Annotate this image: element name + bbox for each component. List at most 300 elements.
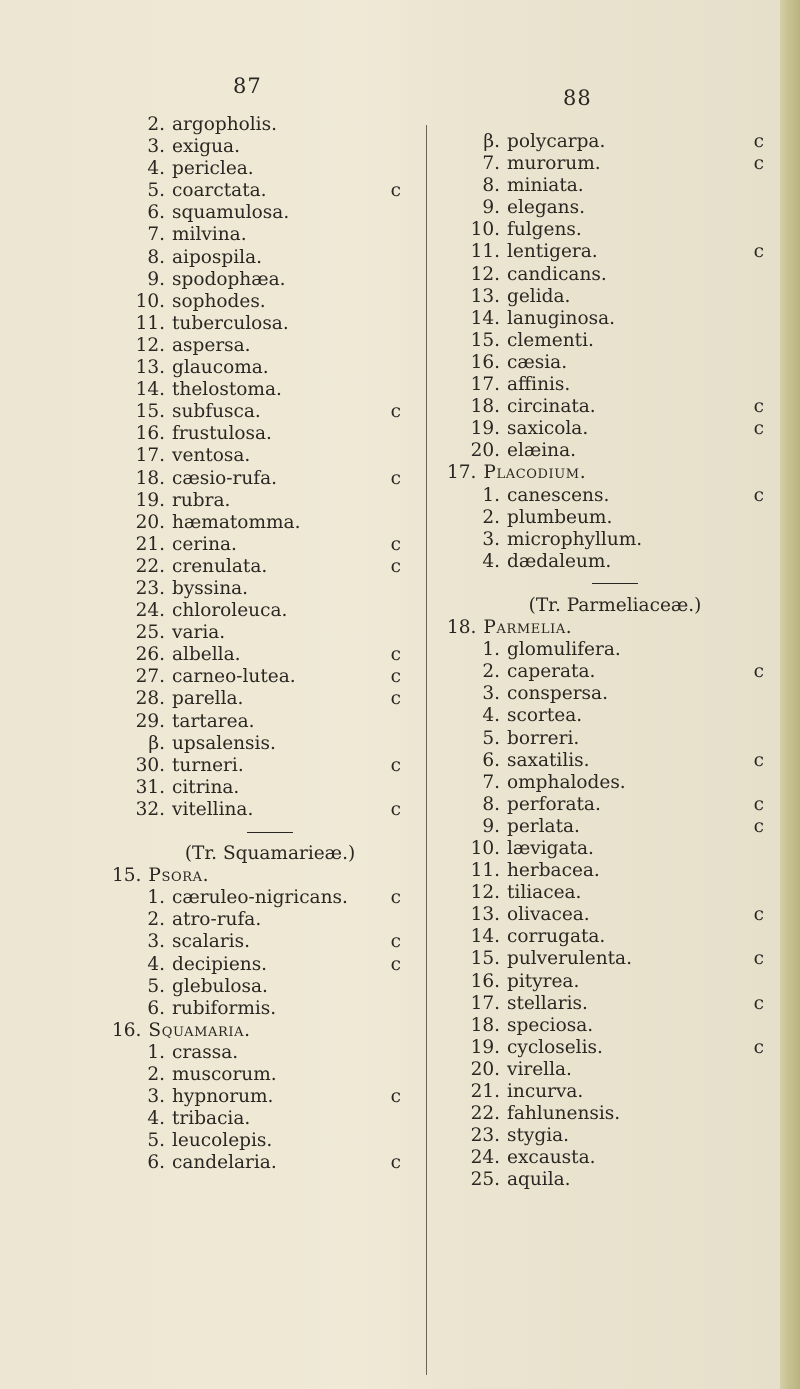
- common-mark: c: [390, 1152, 401, 1174]
- genus-heading: [447, 462, 770, 484]
- entry-number: 5.: [482, 727, 500, 749]
- species-name: circinata.: [507, 396, 596, 418]
- common-mark: c: [390, 688, 401, 710]
- species-entry: [125, 247, 415, 269]
- entry-number: 11.: [135, 312, 165, 334]
- species-entry: [460, 926, 770, 948]
- species-name: citrina.: [172, 776, 240, 798]
- genus-number: 15.: [112, 865, 142, 887]
- species-name: decipiens.: [172, 953, 268, 975]
- species-entry: [125, 909, 415, 931]
- entry-number: 12.: [470, 263, 500, 285]
- species-name: perforata.: [507, 793, 601, 815]
- entry-number: 3.: [147, 931, 165, 953]
- species-entry: [460, 440, 770, 462]
- species-name: spodophæa.: [172, 268, 286, 290]
- entry-number: 19.: [135, 489, 165, 511]
- species-entry: [460, 838, 770, 860]
- entry-number: 5.: [147, 180, 165, 202]
- species-name: periclea.: [172, 158, 254, 180]
- species-name: tartarea.: [172, 710, 255, 732]
- species-entry: [125, 512, 415, 534]
- common-mark: c: [753, 904, 764, 926]
- entry-number: 29.: [135, 710, 165, 732]
- common-mark: c: [753, 241, 764, 263]
- species-entry: [125, 1086, 415, 1108]
- species-name: lentigera.: [507, 241, 598, 263]
- species-entry: [125, 644, 415, 666]
- entry-number: 4.: [147, 1108, 165, 1130]
- genus-heading: [447, 617, 770, 639]
- entry-number: 18.: [470, 396, 500, 418]
- species-name: frustulosa.: [172, 423, 272, 445]
- entry-number: 2.: [147, 114, 165, 135]
- tribe-heading: [460, 595, 770, 617]
- species-entry: [460, 882, 770, 904]
- entry-number: 4.: [147, 158, 165, 180]
- common-mark: c: [390, 467, 401, 489]
- species-name: muscorum.: [172, 1064, 277, 1086]
- species-name: affinis.: [507, 374, 571, 396]
- species-entry: [125, 468, 415, 490]
- species-name: elegans.: [507, 197, 585, 219]
- species-entry: [460, 219, 770, 241]
- entry-number: 20.: [135, 511, 165, 533]
- species-entry: [125, 578, 415, 600]
- entry-number: 25.: [470, 1169, 500, 1191]
- common-mark: c: [753, 153, 764, 175]
- species-name: carneo-lutea.: [172, 666, 296, 688]
- species-entry: [125, 357, 415, 379]
- species-name: gelida.: [507, 285, 571, 307]
- species-entry: [125, 291, 415, 313]
- species-entry: [460, 330, 770, 352]
- species-entry: [460, 241, 770, 263]
- common-mark: c: [753, 992, 764, 1014]
- common-mark: c: [390, 401, 401, 423]
- species-entry: [125, 401, 415, 423]
- species-name: byssina.: [172, 577, 249, 599]
- species-name: stygia.: [507, 1125, 570, 1147]
- species-entry: [125, 954, 415, 976]
- species-name: caperata.: [507, 661, 596, 683]
- genus-name: Placodium.: [483, 462, 587, 484]
- species-name: varia.: [172, 622, 226, 644]
- species-entry: [460, 794, 770, 816]
- genus-heading: [112, 865, 415, 887]
- species-name: clementi.: [507, 329, 594, 351]
- common-mark: c: [390, 644, 401, 666]
- species-entry: [125, 688, 415, 710]
- entry-number: 9.: [147, 268, 165, 290]
- entry-number: 9.: [482, 197, 500, 219]
- entry-number: 1.: [147, 1041, 165, 1063]
- genus-name: Squamaria.: [148, 1019, 251, 1041]
- species-entry: [460, 948, 770, 970]
- entry-number: 13.: [470, 904, 500, 926]
- entry-number: 1.: [482, 639, 500, 661]
- horizontal-rule: [592, 583, 638, 584]
- common-mark: c: [753, 418, 764, 440]
- species-name: aquila.: [507, 1169, 571, 1191]
- right-column-list: [447, 131, 770, 1192]
- species-name: speciosa.: [507, 1014, 594, 1036]
- entry-number: 6.: [147, 202, 165, 224]
- species-name: leucolepis.: [172, 1130, 273, 1152]
- species-name: perlata.: [507, 815, 580, 837]
- species-name: milvina.: [172, 224, 247, 246]
- species-name: tuberculosa.: [172, 312, 289, 334]
- species-name: cæsio-rufa.: [172, 467, 278, 489]
- species-entry: [460, 993, 770, 1015]
- species-name: corrugata.: [507, 926, 606, 948]
- species-name: scortea.: [507, 705, 583, 727]
- entry-number: 11.: [470, 241, 500, 263]
- species-entry: [125, 114, 415, 136]
- entry-number: 30.: [135, 754, 165, 776]
- species-entry: [125, 335, 415, 357]
- species-entry: [460, 153, 770, 175]
- species-entry: [460, 705, 770, 727]
- horizontal-rule: [247, 832, 293, 833]
- entry-number: 14.: [470, 307, 500, 329]
- species-name: glomulifera.: [507, 639, 621, 661]
- species-entry: [460, 971, 770, 993]
- page-edge: [780, 0, 800, 1389]
- entry-number: 18.: [135, 467, 165, 489]
- species-entry: [460, 264, 770, 286]
- species-entry: [125, 534, 415, 556]
- common-mark: c: [390, 953, 401, 975]
- species-entry: [460, 1147, 770, 1169]
- species-name: rubra.: [172, 489, 231, 511]
- entry-number: 16.: [135, 423, 165, 445]
- entry-number: 18.: [470, 1014, 500, 1036]
- species-entry: [460, 860, 770, 882]
- species-name: stellaris.: [507, 992, 588, 1014]
- entry-number: 6.: [147, 997, 165, 1019]
- entry-number: 15.: [470, 948, 500, 970]
- species-entry: [460, 131, 770, 153]
- page-number-left: 87: [233, 74, 262, 98]
- species-entry: [125, 158, 415, 180]
- species-name: lævigata.: [507, 838, 594, 859]
- entry-number: 19.: [470, 418, 500, 440]
- species-entry: [125, 1152, 415, 1174]
- entry-number: 12.: [470, 882, 500, 904]
- entry-number: 12.: [135, 334, 165, 356]
- species-name: pulverulenta.: [507, 948, 632, 970]
- species-name: excausta.: [507, 1147, 596, 1169]
- entry-number: 3.: [482, 683, 500, 705]
- species-entry: [460, 728, 770, 750]
- species-name: murorum.: [507, 153, 601, 175]
- species-entry: [460, 352, 770, 374]
- species-entry: [125, 777, 415, 799]
- entry-number: 8.: [147, 246, 165, 268]
- entry-number: 3.: [147, 136, 165, 158]
- species-name: turneri.: [172, 754, 244, 776]
- species-entry: [460, 308, 770, 330]
- species-name: hypnorum.: [172, 1086, 274, 1108]
- common-mark: c: [753, 1036, 764, 1058]
- entry-number: 4.: [482, 705, 500, 727]
- species-entry: [125, 600, 415, 622]
- species-entry: [460, 507, 770, 529]
- species-name: fulgens.: [507, 219, 582, 241]
- entry-number: 16.: [470, 970, 500, 992]
- section-rule: [460, 573, 770, 595]
- species-name: borreri.: [507, 727, 580, 749]
- species-name: cycloselis.: [507, 1036, 603, 1058]
- common-mark: c: [390, 931, 401, 953]
- species-entry: [460, 750, 770, 772]
- entry-number: 6.: [147, 1152, 165, 1174]
- common-mark: c: [390, 533, 401, 555]
- entry-number: 17.: [470, 992, 500, 1014]
- entry-number: β.: [148, 732, 165, 754]
- species-entry: [460, 551, 770, 573]
- entry-number: 17.: [470, 374, 500, 396]
- species-name: incurva.: [507, 1081, 584, 1103]
- entry-number: 17.: [135, 445, 165, 467]
- species-name: miniata.: [507, 175, 584, 197]
- entry-number: 3.: [147, 1086, 165, 1108]
- species-entry: [125, 931, 415, 953]
- entry-number: 24.: [470, 1147, 500, 1169]
- entry-number: 11.: [470, 860, 500, 882]
- species-name: thelostoma.: [172, 379, 282, 401]
- species-name: exigua.: [172, 136, 240, 158]
- species-entry: [125, 202, 415, 224]
- entry-number: 4.: [147, 953, 165, 975]
- page-number-right: 88: [563, 86, 592, 110]
- species-entry: [460, 485, 770, 507]
- species-name: crenulata.: [172, 555, 268, 577]
- species-name: cæsia.: [507, 351, 568, 373]
- entry-number: 13.: [135, 357, 165, 379]
- species-entry: [125, 224, 415, 246]
- species-entry: [125, 887, 415, 909]
- species-entry: [460, 529, 770, 551]
- tribe-heading-text: (Tr. Squamarieæ.): [184, 843, 356, 865]
- entry-number: 7.: [482, 153, 500, 175]
- species-entry: [125, 180, 415, 202]
- entry-number: 22.: [135, 555, 165, 577]
- common-mark: c: [753, 131, 764, 152]
- entry-number: 5.: [147, 1130, 165, 1152]
- entry-number: 2.: [482, 506, 500, 528]
- species-name: elæina.: [507, 440, 576, 462]
- species-name: conspersa.: [507, 683, 608, 705]
- species-entry: [125, 976, 415, 998]
- species-entry: [460, 1125, 770, 1147]
- entry-number: 2.: [147, 1064, 165, 1086]
- species-name: tribacia.: [172, 1108, 251, 1130]
- common-mark: c: [753, 484, 764, 506]
- species-entry: [460, 1037, 770, 1059]
- genus-number: 17.: [447, 462, 477, 484]
- species-name: albella.: [172, 644, 241, 666]
- entry-number: 28.: [135, 688, 165, 710]
- species-entry: [125, 313, 415, 335]
- species-entry: [460, 661, 770, 683]
- species-entry: [125, 136, 415, 158]
- species-entry: [460, 1015, 770, 1037]
- common-mark: c: [753, 749, 764, 771]
- section-rule: [125, 821, 415, 843]
- entry-number: 26.: [135, 644, 165, 666]
- entry-number: 13.: [470, 285, 500, 307]
- entry-number: 22.: [470, 1103, 500, 1125]
- species-entry: [460, 772, 770, 794]
- species-name: subfusca.: [172, 401, 261, 423]
- species-entry: [125, 1130, 415, 1152]
- entry-number: 7.: [147, 224, 165, 246]
- species-name: glaucoma.: [172, 357, 269, 379]
- entry-number: 16.: [470, 351, 500, 373]
- species-entry: [125, 1042, 415, 1064]
- species-entry: [125, 1108, 415, 1130]
- common-mark: c: [390, 1086, 401, 1108]
- species-entry: [125, 269, 415, 291]
- species-name: cerina.: [172, 533, 237, 555]
- species-name: aspersa.: [172, 334, 251, 356]
- species-entry: [460, 1103, 770, 1125]
- species-name: squamulosa.: [172, 202, 290, 224]
- species-name: lanuginosa.: [507, 307, 615, 329]
- left-column-list: [112, 114, 415, 1175]
- entry-number: 5.: [147, 975, 165, 997]
- entry-number: 2.: [482, 661, 500, 683]
- species-entry: [125, 998, 415, 1020]
- species-entry: [125, 711, 415, 733]
- entry-number: 14.: [135, 379, 165, 401]
- species-name: tiliacea.: [507, 882, 582, 904]
- species-entry: [125, 666, 415, 688]
- entry-number: 10.: [470, 838, 500, 859]
- species-name: parella.: [172, 688, 244, 710]
- entry-number: 8.: [482, 175, 500, 197]
- species-name: argopholis.: [172, 114, 277, 135]
- tribe-heading-text: (Tr. Parmeliaceæ.): [528, 594, 702, 616]
- species-name: polycarpa.: [507, 131, 606, 152]
- species-name: dædaleum.: [507, 550, 612, 572]
- common-mark: c: [390, 887, 401, 909]
- tribe-heading: [125, 843, 415, 865]
- species-entry: [460, 1169, 770, 1191]
- entry-number: 4.: [482, 550, 500, 572]
- species-entry: [460, 418, 770, 440]
- species-name: candelaria.: [172, 1152, 277, 1174]
- entry-number: 25.: [135, 622, 165, 644]
- entry-number: 31.: [135, 776, 165, 798]
- common-mark: c: [753, 793, 764, 815]
- species-name: ventosa.: [172, 445, 251, 467]
- species-name: atro-rufa.: [172, 909, 262, 931]
- species-name: candicans.: [507, 263, 607, 285]
- species-name: canescens.: [507, 484, 610, 506]
- species-entry: [125, 556, 415, 578]
- entry-number: 20.: [470, 440, 500, 462]
- species-name: microphyllum.: [507, 528, 643, 550]
- species-entry: [125, 755, 415, 777]
- species-name: omphalodes.: [507, 771, 626, 793]
- genus-number: 16.: [112, 1019, 142, 1041]
- species-name: saxatilis.: [507, 749, 590, 771]
- species-entry: [460, 175, 770, 197]
- entry-number: 9.: [482, 815, 500, 837]
- species-name: crassa.: [172, 1041, 239, 1063]
- column-divider: [426, 125, 427, 1375]
- species-name: hæmatomma.: [172, 511, 301, 533]
- species-name: fahlunensis.: [507, 1103, 621, 1125]
- species-name: glebulosa.: [172, 975, 268, 997]
- species-name: chloroleuca.: [172, 600, 288, 622]
- species-entry: [125, 379, 415, 401]
- species-name: herbacea.: [507, 860, 600, 882]
- species-entry: [125, 423, 415, 445]
- species-entry: [460, 374, 770, 396]
- species-entry: [460, 1081, 770, 1103]
- species-name: virella.: [507, 1058, 572, 1080]
- common-mark: c: [390, 666, 401, 688]
- entry-number: 20.: [470, 1058, 500, 1080]
- genus-name: Parmelia.: [483, 617, 573, 639]
- common-mark: c: [753, 815, 764, 837]
- entry-number: 1.: [147, 887, 165, 909]
- species-name: coarctata.: [172, 180, 267, 202]
- species-entry: [460, 1059, 770, 1081]
- species-name: pityrea.: [507, 970, 580, 992]
- species-entry: [125, 445, 415, 467]
- genus-name: Psora.: [148, 865, 210, 887]
- species-entry: [460, 197, 770, 219]
- species-entry: [460, 639, 770, 661]
- common-mark: c: [390, 555, 401, 577]
- entry-number: 2.: [147, 909, 165, 931]
- entry-number: 23.: [135, 577, 165, 599]
- species-entry: [125, 799, 415, 821]
- species-entry: [460, 683, 770, 705]
- entry-number: 15.: [470, 329, 500, 351]
- entry-number: 32.: [135, 798, 165, 820]
- species-name: scalaris.: [172, 931, 250, 953]
- entry-number: β.: [483, 131, 500, 152]
- species-name: rubiformis.: [172, 997, 277, 1019]
- species-entry: [460, 396, 770, 418]
- species-entry: [460, 286, 770, 308]
- entry-number: 21.: [470, 1081, 500, 1103]
- entry-number: 6.: [482, 749, 500, 771]
- entry-number: 24.: [135, 600, 165, 622]
- common-mark: c: [390, 798, 401, 820]
- entry-number: 23.: [470, 1125, 500, 1147]
- species-entry: [125, 733, 415, 755]
- species-name: cæruleo-nigricans.: [172, 887, 348, 909]
- entry-number: 10.: [470, 219, 500, 241]
- entry-number: 14.: [470, 926, 500, 948]
- species-entry: [125, 1064, 415, 1086]
- common-mark: c: [753, 396, 764, 418]
- species-name: sophodes.: [172, 290, 266, 312]
- common-mark: c: [753, 661, 764, 683]
- common-mark: c: [390, 180, 401, 202]
- entry-number: 19.: [470, 1036, 500, 1058]
- species-name: upsalensis.: [172, 732, 276, 754]
- species-name: aipospila.: [172, 246, 263, 268]
- entry-number: 1.: [482, 484, 500, 506]
